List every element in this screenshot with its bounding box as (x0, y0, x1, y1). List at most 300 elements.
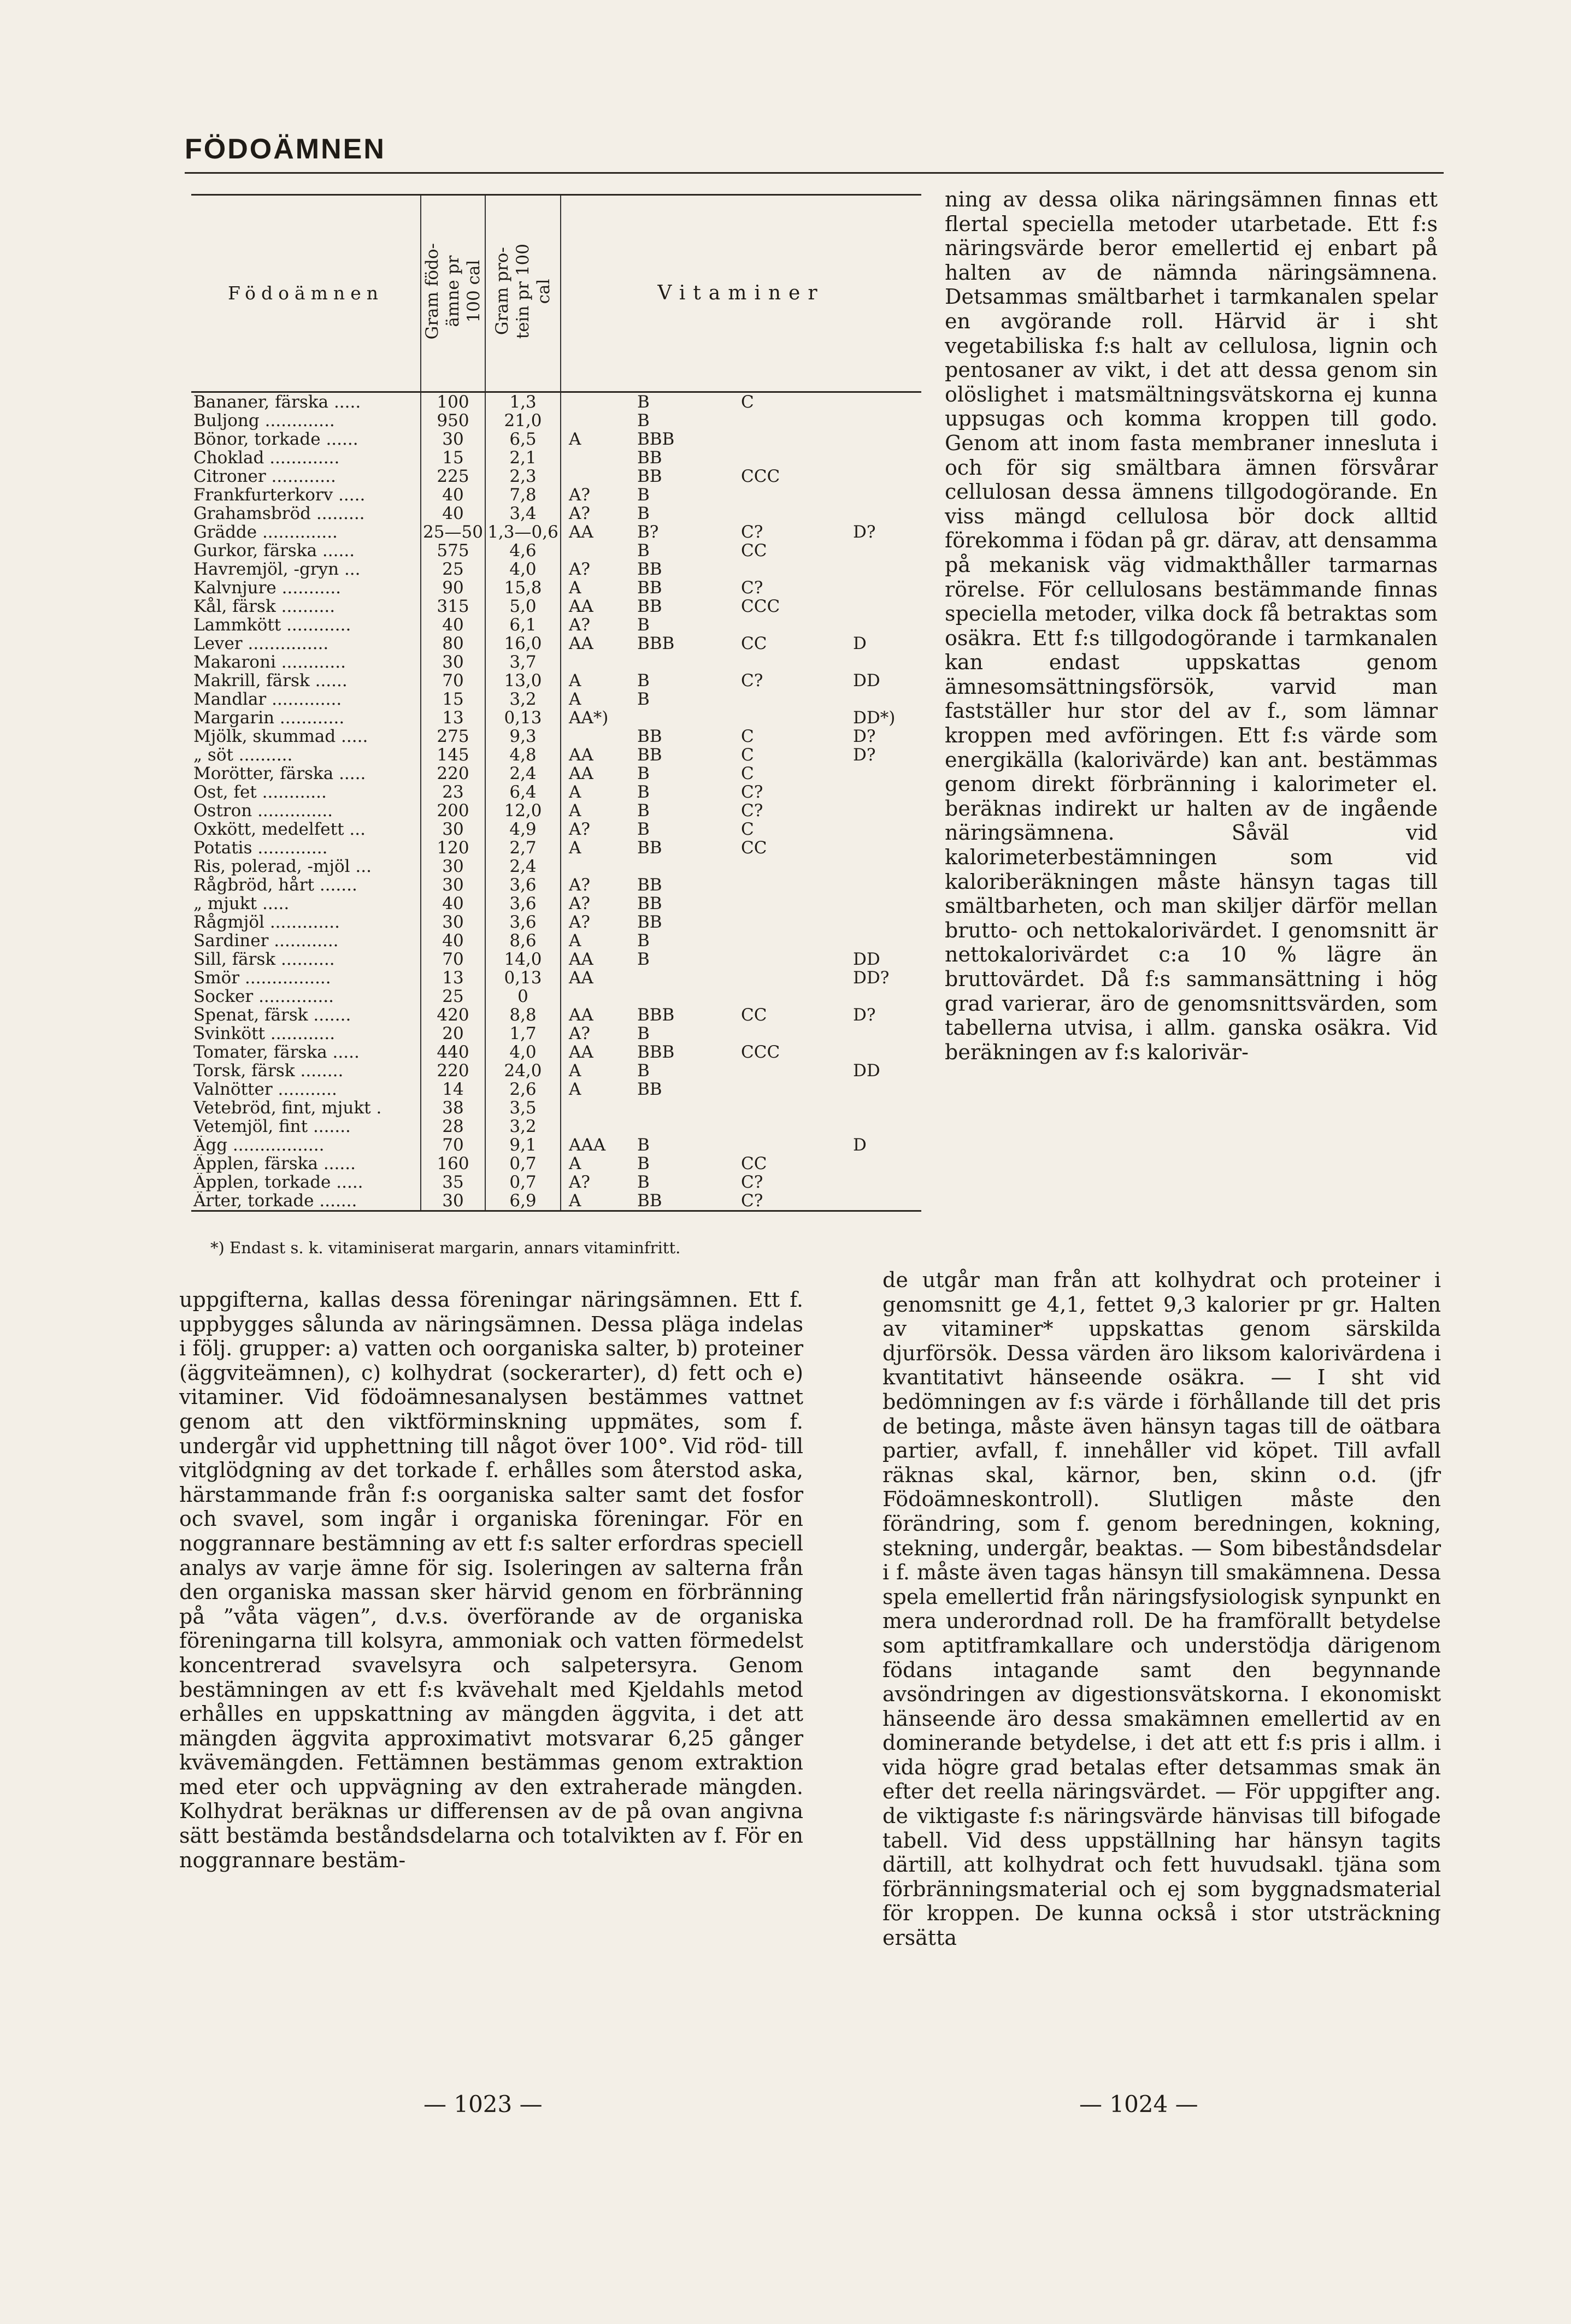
vitamin-a: AA (569, 764, 593, 783)
vitamin-a: A? (569, 820, 591, 839)
vitamin-a: A (569, 783, 581, 801)
vitamin-a: AAA (569, 1136, 606, 1154)
protein-cell: 9,1 (485, 1136, 561, 1154)
vitamins-cell (561, 560, 921, 579)
vitamin-a: A (569, 690, 581, 709)
vitamin-b: BBB (637, 1043, 675, 1061)
table-row (191, 504, 921, 523)
protein-cell: 1,7 (485, 1024, 561, 1043)
gram-cell: 315 (421, 597, 485, 616)
food-name-cell: Bönor, torkade ...... (193, 430, 358, 449)
food-name-cell: Ostron .............. (193, 801, 333, 820)
vitamins-cell (561, 913, 921, 931)
table-row (191, 987, 921, 1006)
vitamin-d: DD? (853, 969, 890, 987)
col-header-food: Födoämnen (191, 195, 421, 392)
table-footnote: *) Endast s. k. vitaminiserat margarin, annars vitaminfritt. (210, 1238, 681, 1257)
protein-cell: 0,7 (485, 1154, 561, 1173)
protein-cell: 0,13 (485, 709, 561, 727)
vitamin-c: C? (741, 1173, 763, 1192)
protein-cell: 3,2 (485, 690, 561, 709)
vitamin-b: BB (637, 839, 662, 857)
vitamin-b: B (637, 950, 650, 969)
vitamin-a: A? (569, 913, 591, 931)
vitamin-a: A? (569, 876, 591, 894)
vitamin-d: D (853, 1136, 867, 1154)
gram-cell: 30 (421, 430, 485, 449)
protein-cell: 8,6 (485, 931, 561, 950)
vitamins-cell (561, 1006, 921, 1024)
vitamin-c: C (741, 746, 754, 764)
gram-header-line: Gram födo- (422, 243, 442, 340)
food-name-cell: Lammkött ............ (193, 616, 351, 634)
table-row (191, 969, 921, 987)
table-row (191, 541, 921, 560)
protein-cell: 6,1 (485, 616, 561, 634)
vitamin-c: C (741, 764, 754, 783)
vitamin-a: A (569, 839, 581, 857)
vitamins-cell (561, 1136, 921, 1154)
vitamin-a: AA (569, 950, 593, 969)
gram-cell: 38 (421, 1099, 485, 1117)
food-name-cell: Vetemjöl, fint ....... (193, 1117, 351, 1136)
gram-cell: 220 (421, 1061, 485, 1080)
vitamins-cell (561, 541, 921, 560)
vitamins-cell (561, 430, 921, 449)
protein-cell: 3,5 (485, 1099, 561, 1117)
vitamin-a: A (569, 430, 581, 449)
vitamin-b: B (637, 616, 650, 634)
vitamin-b: B (637, 1061, 650, 1080)
table-row (191, 430, 921, 449)
food-name-cell: Mjölk, skummad ..... (193, 727, 368, 746)
vitamin-b: B (637, 392, 650, 411)
vitamins-cell (561, 579, 921, 597)
vitamins-cell (561, 1024, 921, 1043)
vitamin-b: BB (637, 449, 662, 467)
vitamins-cell (561, 746, 921, 764)
table-body (191, 392, 921, 1211)
vitamin-c: C (741, 820, 754, 839)
vitamins-cell (561, 764, 921, 783)
vitamins-cell (561, 894, 921, 913)
food-name-cell: Rågbröd, hårt ....... (193, 876, 357, 894)
gram-cell: 13 (421, 709, 485, 727)
vitamin-b: BBB (637, 430, 675, 449)
vitamin-b: B (637, 764, 650, 783)
table-row (191, 579, 921, 597)
vitamins-cell (561, 1192, 921, 1211)
table-row (191, 634, 921, 653)
protein-header-line: cal (534, 279, 554, 304)
protein-cell: 1,3 (485, 392, 561, 412)
table-row (191, 746, 921, 764)
gram-cell: 70 (421, 1136, 485, 1154)
vitamin-a: A? (569, 486, 591, 504)
vitamin-b: BBB (637, 634, 675, 653)
vitamin-d: D? (853, 523, 876, 541)
vitamins-cell (561, 504, 921, 523)
table-row (191, 950, 921, 969)
food-name-cell: Tomater, färska ..... (193, 1043, 360, 1061)
gram-cell: 275 (421, 727, 485, 746)
paragraph: uppgifterna, kallas dessa föreningar näringsämnen. Ett f. uppbygges sålunda av näringsämnen. Dessa pläga indelas i följ. grupper: a) vatten och oorganiska salter, b) proteiner (äggviteämnen), c) kolhydrat (sockerarter), d) fett och e) vitaminer. Vid födoämnesanalysen bestämmes vattnet genom att den viktförminskning uppmätes, som f. undergår vid upphettning till något över 100°. Vid röd- till vitglödgning av det torkade f. erhålles som återstod aska, härstammande från f:s oorganiska salter samt det fosfor och svavel, som ingår i organiska föreningar. För en noggrannare bestämning av ett f:s salter erfordras speciell analys av varje ämne för sig. Isoleringen av salterna från den organiska massan sker härvid genom en förbränning på ”våta vägen”, d.v.s. överförande av de organiska föreningarna till kolsyra, ammoniak och vatten förmedelst koncentrerad svavelsyra och salpetersyra. Genom bestämningen av ett f:s kvävehalt med Kjeldahls metod erhålles en uppskattning av mängden äggvita, i det att mängden äggvita approximativt motsvarar 6,25 gånger kvävemängden. Fettämnen bestämmas genom extraktion med eter och uppvägning av den extraherade mängden. Kolhydrat beräknas ur differensen av de på ovan angivna sätt bestämda beståndsdelarna och totalvikten av f. För en noggrannare bestäm- (179, 1288, 803, 1872)
col-header-vitamins: Vitaminer (561, 195, 921, 392)
vitamins-cell (561, 1061, 921, 1080)
vitamin-c: CC (741, 839, 767, 857)
table-row (191, 449, 921, 467)
vitamin-a: AA (569, 1006, 593, 1024)
vitamin-d: D (853, 634, 867, 653)
vitamin-b: B (637, 801, 650, 820)
vitamins-cell (561, 449, 921, 467)
vitamins-cell (561, 486, 921, 504)
gram-cell: 40 (421, 931, 485, 950)
protein-cell: 4,0 (485, 1043, 561, 1061)
protein-cell: 3,6 (485, 894, 561, 913)
protein-cell: 2,7 (485, 839, 561, 857)
table-row (191, 1192, 921, 1211)
protein-cell: 0,13 (485, 969, 561, 987)
vitamin-b: B (637, 1173, 650, 1192)
gram-cell: 25—50 (421, 523, 485, 541)
vitamins-cell (561, 801, 921, 820)
vitamin-c: C (741, 392, 754, 411)
gram-cell: 225 (421, 467, 485, 486)
vitamin-b: B (637, 671, 650, 690)
food-name-cell: Valnötter ........... (193, 1080, 337, 1099)
food-name-cell: Havremjöl, -gryn ... (193, 560, 361, 579)
protein-cell: 2,1 (485, 449, 561, 467)
protein-cell: 4,9 (485, 820, 561, 839)
table-row (191, 1173, 921, 1192)
gram-cell: 30 (421, 1192, 485, 1211)
vitamin-d: DD (853, 671, 880, 690)
vitamin-b: B? (637, 523, 659, 541)
food-name-cell: Oxkött, medelfett ... (193, 820, 366, 839)
vitamin-a: A? (569, 616, 591, 634)
table-row (191, 616, 921, 634)
food-name-cell: Citroner ............ (193, 467, 336, 486)
vitamin-c: C? (741, 671, 763, 690)
table-row (191, 1080, 921, 1099)
food-name-cell: Kål, färsk .......... (193, 597, 336, 616)
gram-cell: 20 (421, 1024, 485, 1043)
table-row (191, 597, 921, 616)
table-row (191, 931, 921, 950)
protein-cell: 3,6 (485, 913, 561, 931)
table-row (191, 820, 921, 839)
vitamin-a: AA (569, 597, 593, 616)
table-row (191, 764, 921, 783)
vitamin-b: B (637, 504, 650, 523)
table-row (191, 876, 921, 894)
vitamin-d: DD (853, 1061, 880, 1080)
food-name-cell: Smör ................ (193, 969, 331, 987)
vitamin-a: A (569, 1154, 581, 1173)
table-row (191, 1024, 921, 1043)
vitamins-cell (561, 1099, 921, 1117)
vitamin-c: C? (741, 801, 763, 820)
vitamins-cell (561, 1043, 921, 1061)
gram-cell: 420 (421, 1006, 485, 1024)
gram-cell: 440 (421, 1043, 485, 1061)
vitamins-cell (561, 597, 921, 616)
gram-cell: 120 (421, 839, 485, 857)
gram-cell: 220 (421, 764, 485, 783)
vitamin-b: BB (637, 579, 662, 597)
vitamin-b: B (637, 783, 650, 801)
protein-cell: 14,0 (485, 950, 561, 969)
vitamin-a: A (569, 801, 581, 820)
protein-cell: 3,4 (485, 504, 561, 523)
vitamin-b: BB (637, 913, 662, 931)
vitamin-b: BB (637, 746, 662, 764)
gram-cell: 25 (421, 987, 485, 1006)
protein-cell: 13,0 (485, 671, 561, 690)
food-name-cell: Ärter, torkade ....... (191, 1192, 421, 1211)
gram-cell: 23 (421, 783, 485, 801)
vitamins-cell (561, 820, 921, 839)
vitamin-a: AA (569, 523, 593, 541)
vitamin-a: A (569, 931, 581, 950)
table-row (191, 783, 921, 801)
food-name-cell: Gurkor, färska ...... (193, 541, 355, 560)
table-row (191, 671, 921, 690)
table-row (191, 801, 921, 820)
food-name-cell: Makaroni ............ (193, 653, 346, 671)
table-row (191, 857, 921, 876)
body-text-right-column-top (945, 187, 1438, 1269)
vitamin-d: D? (853, 1006, 876, 1024)
vitamins-cell (561, 1117, 921, 1136)
protein-cell: 4,6 (485, 541, 561, 560)
vitamins-cell (561, 876, 921, 894)
vitamins-cell (561, 969, 921, 987)
col-header-gram (421, 195, 485, 392)
protein-header-line: Gram pro- (492, 247, 512, 336)
gram-cell: 30 (421, 913, 485, 931)
vitamin-a: AA (569, 634, 593, 653)
vitamins-cell (561, 839, 921, 857)
vitamin-d: DD*) (853, 709, 896, 727)
vitamin-a: A (569, 1192, 581, 1211)
vitamin-a: A? (569, 504, 591, 523)
protein-cell: 6,4 (485, 783, 561, 801)
table-row (191, 560, 921, 579)
vitamin-b: BB (637, 727, 662, 746)
vitamins-cell (561, 523, 921, 541)
gram-cell: 30 (421, 820, 485, 839)
vitamin-b: B (637, 820, 650, 839)
gram-header-line: 100 cal (464, 260, 484, 323)
vitamin-c: CC (741, 634, 767, 653)
food-name-cell: Spenat, färsk ....... (193, 1006, 351, 1024)
gram-cell: 145 (421, 746, 485, 764)
gram-cell: 70 (421, 671, 485, 690)
gram-cell: 70 (421, 950, 485, 969)
food-name-cell: Kalvnjure ........... (193, 579, 342, 597)
protein-cell: 7,8 (485, 486, 561, 504)
vitamins-cell (561, 392, 921, 412)
page-number-left: — 1023 — (423, 2091, 543, 2117)
vitamins-cell (561, 1173, 921, 1192)
vitamin-d: D? (853, 746, 876, 764)
protein-cell: 15,8 (485, 579, 561, 597)
food-name-cell: Potatis ............. (193, 839, 328, 857)
col-header-protein-text (492, 244, 554, 339)
vitamin-b: BB (637, 894, 662, 913)
vitamin-a: A (569, 671, 581, 690)
table-row (191, 1043, 921, 1061)
vitamin-b: BB (637, 1080, 662, 1099)
vitamin-b: BB (637, 560, 662, 579)
vitamins-cell (561, 857, 921, 876)
vitamin-c: CC (741, 1154, 767, 1173)
food-name-cell: Bananer, färska ..... (193, 392, 361, 411)
vitamin-b: B (637, 690, 650, 709)
protein-cell: 2,4 (485, 857, 561, 876)
gram-cell: 35 (421, 1173, 485, 1192)
food-name-cell: Buljong ............. (193, 411, 335, 430)
table-row (191, 411, 921, 430)
vitamins-cell (561, 616, 921, 634)
protein-cell: 0,7 (485, 1173, 561, 1192)
protein-cell: 3,7 (485, 653, 561, 671)
table-row (191, 1117, 921, 1136)
gram-cell: 200 (421, 801, 485, 820)
header-rule (185, 172, 1444, 174)
table-row (191, 523, 921, 541)
body-text-right-column-bottom (882, 1268, 1441, 2055)
vitamins-cell (561, 1080, 921, 1099)
vitamin-c: CC (741, 1006, 767, 1024)
vitamin-d: DD (853, 950, 880, 969)
vitamin-a: A? (569, 1024, 591, 1043)
page-title: FÖDOÄMNEN (185, 133, 386, 165)
vitamins-cell (561, 411, 921, 430)
table-row (191, 1099, 921, 1117)
vitamin-a: A (569, 579, 581, 597)
table-row (191, 727, 921, 746)
table-row (191, 1061, 921, 1080)
gram-cell: 160 (421, 1154, 485, 1173)
vitamin-a: A (569, 1080, 581, 1099)
protein-cell: 4,8 (485, 746, 561, 764)
table-row (191, 1006, 921, 1024)
vitamin-b: B (637, 931, 650, 950)
vitamins-cell (561, 950, 921, 969)
table-row (191, 894, 921, 913)
table-row (191, 1136, 921, 1154)
vitamin-b: B (637, 1024, 650, 1043)
col-header-protein (485, 195, 561, 392)
vitamin-c: CCC (741, 1043, 780, 1061)
vitamin-b: B (637, 541, 650, 560)
food-name-cell: Socker .............. (193, 987, 334, 1006)
protein-cell: 6,9 (485, 1192, 561, 1211)
food-name-cell: Sill, färsk .......... (193, 950, 335, 969)
nutrition-table (191, 194, 921, 1212)
vitamin-a: A? (569, 560, 591, 579)
protein-cell: 12,0 (485, 801, 561, 820)
body-text-left-column (179, 1288, 803, 2074)
gram-cell: 30 (421, 653, 485, 671)
table-row (191, 913, 921, 931)
protein-cell: 16,0 (485, 634, 561, 653)
food-name-cell: Torsk, färsk ........ (193, 1061, 344, 1080)
protein-cell: 9,3 (485, 727, 561, 746)
food-name-cell: Sardiner ............ (193, 931, 339, 950)
vitamin-a: AA (569, 1043, 593, 1061)
food-name-cell: Ris, polerad, -mjöl ... (193, 857, 372, 876)
food-name-cell: Choklad ............. (193, 449, 340, 467)
protein-cell: 5,0 (485, 597, 561, 616)
vitamin-b: B (637, 1136, 650, 1154)
vitamin-c: C? (741, 523, 763, 541)
protein-cell: 21,0 (485, 411, 561, 430)
protein-cell: 8,8 (485, 1006, 561, 1024)
vitamin-b: BB (637, 467, 662, 486)
food-name-cell: Vetebröd, fint, mjukt . (193, 1099, 382, 1117)
vitamin-b: B (637, 1154, 650, 1173)
vitamin-c: C? (741, 1192, 763, 1211)
protein-cell: 0 (485, 987, 561, 1006)
vitamins-cell (561, 671, 921, 690)
vitamin-c: CC (741, 541, 767, 560)
gram-cell: 950 (421, 411, 485, 430)
protein-header-line: tein pr 100 (513, 244, 533, 339)
gram-cell: 575 (421, 541, 485, 560)
vitamin-b: BB (637, 597, 662, 616)
food-name-cell: Lever ............... (193, 634, 329, 653)
vitamin-b: BB (637, 876, 662, 894)
protein-cell: 2,6 (485, 1080, 561, 1099)
vitamin-c: C (741, 727, 754, 746)
vitamin-a: AA*) (569, 709, 609, 727)
food-name-cell: Makrill, färsk ...... (193, 671, 348, 690)
vitamins-cell (561, 634, 921, 653)
vitamin-a: A (569, 1061, 581, 1080)
vitamin-a: A? (569, 1173, 591, 1192)
vitamins-cell (561, 653, 921, 671)
food-name-cell: Grahamsbröd ......... (193, 504, 365, 523)
table-row (191, 392, 921, 412)
table-row (191, 1154, 921, 1173)
gram-cell: 30 (421, 857, 485, 876)
food-name-cell: Ägg ................. (193, 1136, 325, 1154)
paragraph: de utgår man från att kolhydrat och proteiner i genomsnitt ge 4,1, fettet 9,3 kalorier pr gr. Halten av vitaminer* uppskattas genom särskilda djurförsök. Dessa värden äro liksom kalorivärdena i kvantitativt hänseende osäkra. — I sht vid bedömningen av f:s värde i förhållande till det pris de betinga, måste även hänsyn tagas till de oätbara partier, avfall, f. innehåller vid köpet. Till avfall räknas skal, kärnor, ben, skinn o.d. (jfr Födoämneskontroll). Slutligen måste den förändring, som f. genom beredningen, kokning, stekning, undergår, beaktas. — Som bibeståndsdelar i f. måste även tagas hänsyn till smakämnena. Dessa spela emellertid från näringsfysiologisk synpunkt en mera underordnad roll. De ha framförallt betydelse som aptitframkallare och understödja därigenom födans intagande samt den begynnande avsöndringen av digestionsvätskorna. I ekonomiskt hänseende äro dessa smakämnen emellertid av en dominerande betydelse, i det att ett f:s pris i allm. i vida högre grad betalas efter detsammas smak än efter det reella näringsvärdet. — För uppgifter ang. de viktigaste f:s näringsvärde hänvisas till bifogade tabell. Vid dess uppställning har hänsyn tagits därtill, att kolhydrat och fett huvudsakl. tjäna som förbränningsmaterial och ej som byggnadsmaterial för kroppen. De kunna också i stor utsträckning ersätta (882, 1268, 1441, 1950)
food-name-cell: Svinkött ............ (193, 1024, 336, 1043)
table-row (191, 467, 921, 486)
protein-cell: 6,5 (485, 430, 561, 449)
gram-cell: 30 (421, 876, 485, 894)
vitamin-c: C? (741, 579, 763, 597)
protein-cell: 1,3—0,6 (485, 523, 561, 541)
vitamins-cell (561, 1154, 921, 1173)
protein-cell: 24,0 (485, 1061, 561, 1080)
food-name-cell: Äpplen, färska ...... (193, 1154, 356, 1173)
gram-cell: 90 (421, 579, 485, 597)
protein-cell: 4,0 (485, 560, 561, 579)
food-name-cell: Frankfurterkorv ..... (193, 486, 366, 504)
gram-cell: 25 (421, 560, 485, 579)
vitamins-cell (561, 467, 921, 486)
vitamin-b: B (637, 411, 650, 430)
gram-cell: 100 (421, 392, 485, 412)
vitamin-c: C? (741, 783, 763, 801)
vitamin-b: BBB (637, 1006, 675, 1024)
